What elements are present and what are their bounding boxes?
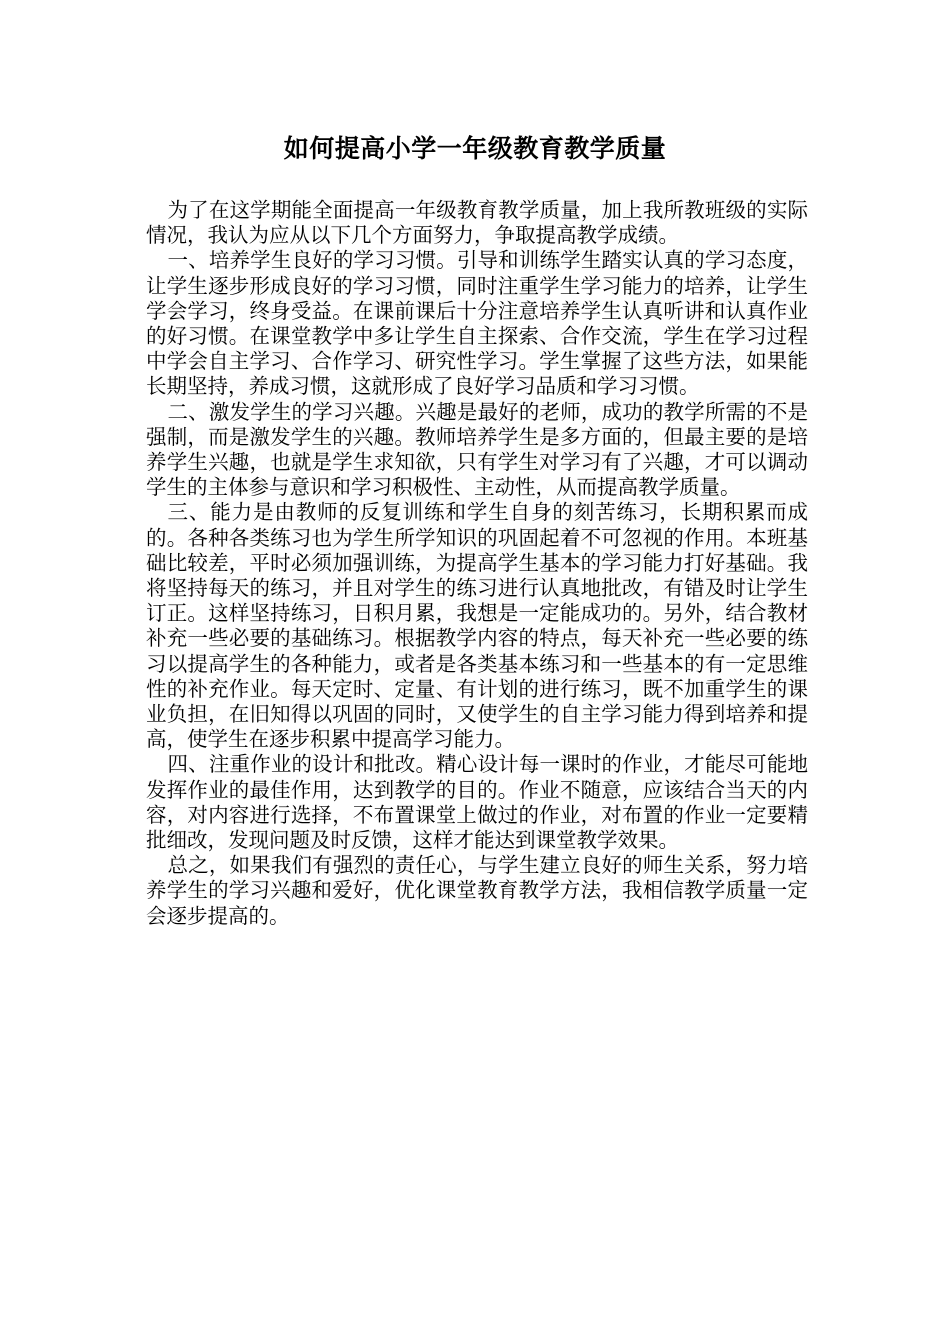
paragraph-habits: 一、培养学生良好的学习习惯。引导和训练学生踏实认真的学习态度，让学生逐步形成良好的学习习惯，同时注重学生学习能力的培养，让学生学会学习，终身受益。在课前课后十分注意培养学生认真听讲和认真作业的好习惯。在课堂教学中多让学生自主探索、合作交流，学生在学习过程中学会自主学习、合作学习、研究性学习。学生掌握了这些方法，如果能长期坚持，养成习惯，这就形成了良好学习品质和学习习惯。	[146, 248, 808, 399]
document-title: 如何提高小学一年级教育教学质量	[283, 134, 667, 163]
document-body	[146, 198, 808, 929]
paragraph-intro: 为了在这学期能全面提高一年级教育教学质量，加上我所教班级的实际情况，我认为应从以下几个方面努力，争取提高教学成绩。	[146, 198, 808, 248]
paragraph-conclusion: 总之，如果我们有强烈的责任心，与学生建立良好的师生关系，努力培养学生的学习兴趣和爱好，优化课堂教育教学方法，我相信教学质量一定会逐步提高的。	[146, 853, 808, 928]
paragraph-interest: 二、激发学生的学习兴趣。兴趣是最好的老师，成功的教学所需的不是强制，而是激发学生的兴趣。教师培养学生是多方面的，但最主要的是培养学生兴趣，也就是学生求知欲，只有学生对学习有了兴趣，才可以调动学生的主体参与意识和学习积极性、主动性，从而提高教学质量。	[146, 399, 808, 500]
paragraph-homework: 四、注重作业的设计和批改。精心设计每一课时的作业，才能尽可能地发挥作业的最佳作用，达到教学的目的。作业不随意，应该结合当天的内容，对内容进行选择，不布置课堂上做过的作业，对布置的作业一定要精批细改，发现问题及时反馈，这样才能达到课堂教学效果。	[146, 752, 808, 853]
paragraph-ability: 三、能力是由教师的反复训练和学生自身的刻苦练习，长期积累而成的。各种各类练习也为学生所学知识的巩固起着不可忽视的作用。本班基础比较差，平时必须加强训练，为提高学生基本的学习能力打好基础。我将坚持每天的练习，并且对学生的练习进行认真地批改，有错及时让学生订正。这样坚持练习，日积月累，我想是一定能成功的。另外，结合教材补充一些必要的基础练习。根据教学内容的特点，每天补充一些必要的练习以提高学生的各种能力，或者是各类基本练习和一些基本的有一定思维性的补充作业。每天定时、定量、有计划的进行练习，既不加重学生的课业负担，在旧知得以巩固的同时，又使学生的自主学习能力得到培养和提高，使学生在逐步积累中提高学习能力。	[146, 500, 808, 752]
